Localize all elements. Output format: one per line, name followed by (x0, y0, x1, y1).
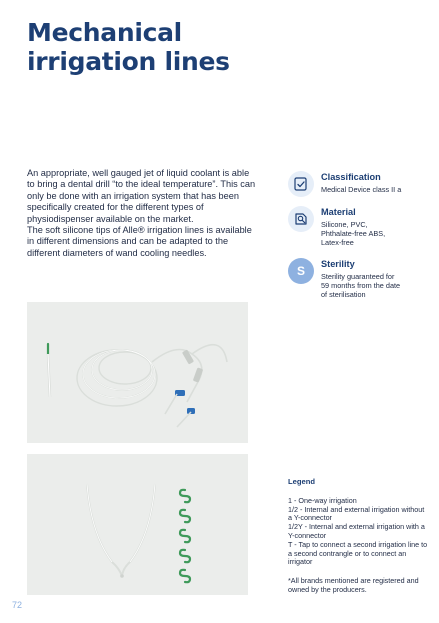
page-title (27, 18, 230, 76)
sterility-icon: S (288, 258, 314, 284)
legend-item: T - Tap to connect a second irrigation line to a second contrangle or to connect an irrigator (288, 539, 428, 567)
legend-item: 1 - One-way irrigation (288, 495, 357, 505)
product-photo-silicone-tips (27, 454, 248, 595)
legend-heading: Legend (288, 477, 316, 486)
info-material-title: Material (321, 207, 356, 217)
product-photo-irrigation-line (27, 302, 248, 443)
info-material-desc: Silicone, PVC, Phthalate-free ABS, Latex-free (321, 220, 386, 247)
intro-text (27, 168, 257, 259)
legend-item: 1/2Y - Internal and external irrigation with a Y-connector (288, 522, 425, 540)
info-sterility-title: Sterility (321, 259, 355, 269)
page-number: 72 (12, 600, 23, 610)
irrigation-line-illustration (27, 302, 248, 443)
info-classification-desc: Medical Device class II a (321, 185, 402, 194)
info-classification-title: Classification (321, 172, 381, 182)
info-sterility-desc: Sterility guaranteed for 59 months from the date of sterilisation (321, 272, 401, 299)
silicone-tips-illustration (27, 454, 248, 595)
page-title-line-1: Mechanical (27, 18, 182, 47)
legend-item: 1/2 - Internal and external irrigation without a Y-connector (288, 504, 425, 523)
intro-paragraph-1: An appropriate, well gauged jet of liquid coolant is able to bring a dental drill “to the ideal temperature”. This can only be done with an irrigation system that has been specifically created for the different types of physiodispenser available on the market. (27, 168, 256, 224)
legend (288, 478, 428, 602)
page-title-line-2: irrigation lines (27, 47, 230, 76)
checklist-icon (288, 171, 314, 197)
legend-note: *All brands mentioned are registered and owned by the producers. (288, 576, 419, 594)
intro-paragraph-2: The soft silicone tips of Alle® irrigation lines is available in different dimensions and can be adapted to the different diameters of wand cooling needles. (27, 225, 252, 258)
material-icon (288, 206, 314, 232)
